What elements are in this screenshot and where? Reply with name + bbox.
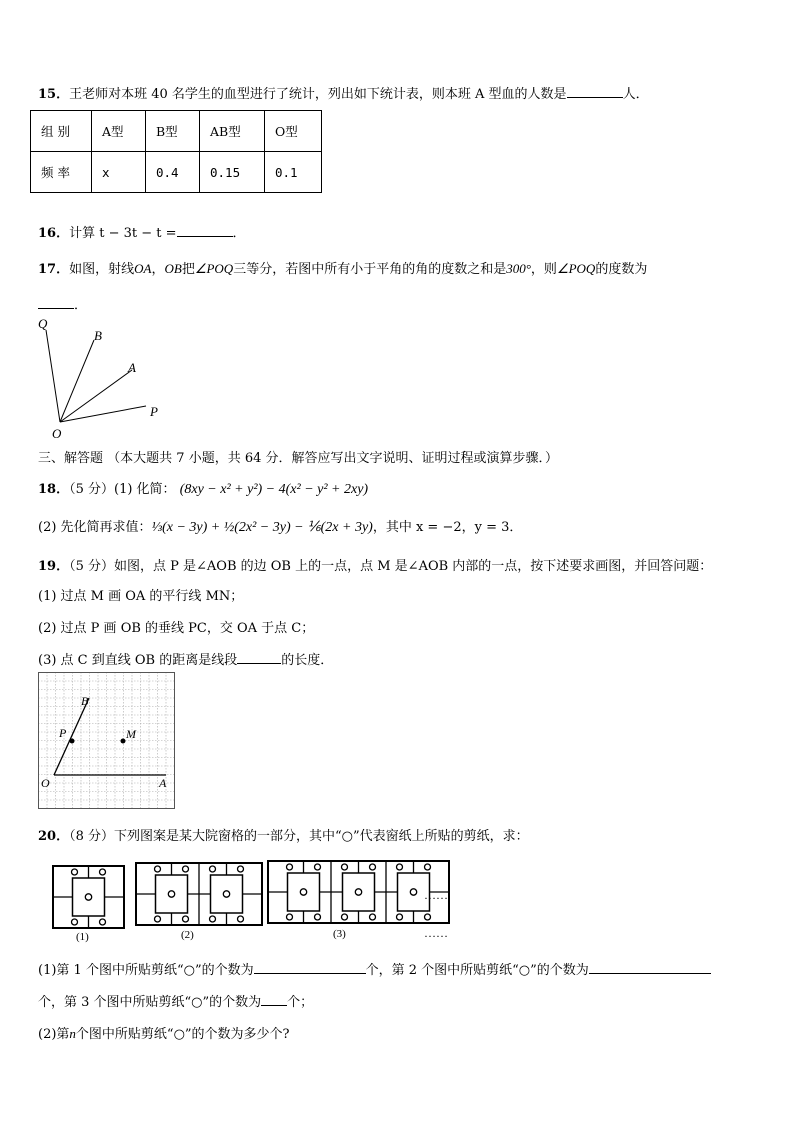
label-p: P — [59, 726, 67, 740]
paper-cut-circle — [370, 864, 376, 870]
section3-note: （本大题共 7 小题，共 64 分．解答应写出文字说明、证明过程或演算步骤．） — [107, 451, 558, 466]
paper-cut-circle — [238, 916, 244, 922]
q17-tail: ． — [74, 298, 88, 313]
q16-tail: ． — [232, 226, 246, 241]
ray-op — [60, 406, 146, 422]
q18-score: （5 分） — [69, 482, 114, 497]
label-a: A — [159, 776, 167, 790]
label-a: A — [128, 360, 136, 375]
paper-cut-circle — [370, 914, 376, 920]
window-center-square — [211, 875, 243, 913]
q19-item-3 — [38, 649, 333, 668]
paper-cut-circle — [72, 869, 78, 875]
paper-cut-circle — [183, 916, 189, 922]
label-q: Q — [38, 316, 48, 331]
table-cell: 0.4 — [146, 152, 200, 193]
q16-blank[interactable] — [177, 224, 233, 237]
q18-number: 18． — [38, 482, 70, 497]
q19-item3-tail: 的长度． — [281, 653, 334, 668]
label-b: B — [81, 694, 89, 708]
q20-p2-text: 个图中所贴剪纸“○”的个数为多少个? — [75, 1027, 290, 1042]
q19-text: 如图，点 P 是∠AOB 的边 OB 上的一点，点 M 是∠AOB 内部的一点，按下述要求画图，并回答问题： — [114, 559, 713, 574]
paper-cut-circle — [397, 914, 403, 920]
paper-cut-circle — [238, 866, 244, 872]
q20-number: 20． — [38, 829, 70, 844]
label-m: M — [126, 727, 136, 741]
table-cell: 0.15 — [200, 152, 265, 193]
caption-3: (3) — [333, 928, 346, 940]
grid-border — [39, 673, 175, 809]
paper-cut-circle — [72, 919, 78, 925]
paper-cut-circle — [397, 864, 403, 870]
q20-part1-line1 — [38, 959, 711, 978]
window-center-square — [156, 875, 188, 913]
q16-line — [38, 222, 246, 241]
q20-blank-2[interactable] — [589, 961, 711, 974]
ray-oq — [46, 330, 60, 422]
q20-p1-text: 个，第 2 个图中所贴剪纸“○”的个数为 — [365, 963, 589, 978]
q16-text: 计算 t − 3t − t = — [69, 226, 177, 241]
paper-cut-circle — [287, 864, 293, 870]
q18-p2-expr: ⅓(x − 3y) + ½(2x² − 3y) − ⅙(2x + 3y) — [151, 520, 373, 535]
paper-cut-circle — [155, 916, 161, 922]
table-cell: O型 — [265, 111, 322, 152]
paper-cut-circle — [183, 866, 189, 872]
q20-p1-text: 个； — [287, 995, 314, 1010]
blood-type-table — [30, 110, 322, 193]
paper-cut-circle — [342, 864, 348, 870]
label-o: O — [41, 776, 50, 790]
table-cell: 组 别 — [31, 111, 92, 152]
table-row — [31, 152, 322, 193]
q20-score: （8 分） — [69, 829, 114, 844]
section3-heading — [38, 447, 558, 466]
q19-score: （5 分） — [69, 559, 114, 574]
table-cell: B型 — [146, 111, 200, 152]
paper-cut-circle — [425, 914, 431, 920]
paper-cut-circle — [155, 866, 161, 872]
q18-line1 — [38, 478, 368, 498]
point-p — [70, 739, 75, 744]
paper-cut-circle — [315, 914, 321, 920]
q20-blank-1[interactable] — [254, 961, 366, 974]
q17-blank[interactable] — [38, 296, 74, 309]
paper-cut-circle — [100, 869, 106, 875]
q18-p2-cond: ，其中 x = −2，y = 3． — [372, 520, 523, 535]
paper-cut-circle — [210, 866, 216, 872]
ray-oa: OA — [134, 261, 152, 276]
q18-p1-label: (1) 化简： — [114, 482, 176, 497]
table-cell: x — [92, 152, 146, 193]
q17-text: ，则 — [530, 262, 557, 277]
q20-p2-text: (2)第 — [38, 1027, 70, 1042]
q20-text: 下列图案是某大院窗格的一部分，其中“○”代表窗纸上所贴的剪纸，求： — [114, 829, 529, 844]
q17-text: ， — [151, 262, 165, 277]
paper-cut-circle — [100, 919, 106, 925]
q17-figure — [30, 312, 170, 442]
caption-2: (2) — [181, 929, 194, 941]
q17-answer-line — [38, 294, 87, 313]
q17-text: 把 — [181, 262, 195, 277]
paper-cut-circle — [425, 864, 431, 870]
q20-p1-text: (1)第 1 个图中所贴剪纸“○”的个数为 — [38, 963, 254, 978]
label-o: O — [52, 426, 62, 441]
q20-p1-text: 个，第 3 个图中所贴剪纸“○”的个数为 — [38, 995, 262, 1010]
q15-text: 王老师对本班 40 名学生的血型进行了统计，列出如下统计表，则本班 A 型血的人数是 — [69, 87, 567, 102]
q17-text: 的度数为 — [595, 262, 648, 277]
ray-ob: OB — [164, 261, 182, 276]
label-p: P — [150, 404, 158, 419]
q20-part2-line — [38, 1023, 290, 1042]
q19-grid-figure — [38, 672, 176, 810]
window-center-square — [288, 873, 320, 911]
point-m — [121, 739, 126, 744]
q20-line — [38, 825, 529, 844]
q20-blank-3[interactable] — [261, 993, 287, 1006]
paper-cut-circle — [342, 914, 348, 920]
table-cell: 频 率 — [31, 152, 92, 193]
q15-line — [38, 83, 649, 102]
label-b: B — [94, 328, 102, 343]
continuation-dots: …… — [424, 888, 448, 902]
continuation-dots: …… — [424, 926, 448, 940]
table-row — [31, 111, 322, 152]
q17-text: 三等分，若图中所有小于平角的角的度数之和是 — [233, 262, 507, 277]
q17-line — [38, 258, 647, 277]
angle-poq: ∠POQ — [194, 261, 234, 276]
q19-item-2: (2) 过点 P 画 OB 的垂线 PC，交 OA 于点 C； — [38, 621, 315, 636]
q18-line2 — [38, 516, 522, 536]
q18-p2-label: (2) 先化简再求值： — [38, 520, 152, 535]
paper-cut-circle — [210, 916, 216, 922]
q19-item3-text: (3) 点 C 到直线 OB 的距离是线段 — [38, 653, 238, 668]
table-cell: AB型 — [200, 111, 265, 152]
q17-text: 如图，射线 — [69, 262, 135, 277]
q15-tail: 人． — [622, 87, 649, 102]
q16-number: 16． — [38, 226, 70, 241]
grid-lines — [38, 672, 175, 809]
q15-number: 15． — [38, 87, 70, 102]
angle-poq: ∠POQ — [556, 261, 596, 276]
table-cell: A型 — [92, 111, 146, 152]
q19-number: 19． — [38, 559, 70, 574]
q20-part1-line2 — [38, 991, 313, 1010]
table-cell: 0.1 — [265, 152, 322, 193]
paper-cut-circle — [315, 864, 321, 870]
q17-number: 17． — [38, 262, 70, 277]
degree-value: 300° — [506, 261, 531, 276]
window-center-square — [73, 878, 105, 916]
q18-p1-expr: (8xy − x² + y²) − 4(x² − y² + 2xy) — [179, 482, 369, 497]
q19-blank[interactable] — [237, 651, 281, 664]
q19-line — [38, 555, 712, 574]
caption-1: (1) — [76, 931, 89, 943]
paper-cut-circle — [287, 914, 293, 920]
window-patterns — [53, 861, 449, 928]
q19-item-1: (1) 过点 M 画 OA 的平行线 MN； — [38, 589, 244, 604]
window-pattern-figure — [50, 858, 460, 944]
q15-blank[interactable] — [567, 85, 623, 98]
window-center-square — [343, 873, 375, 911]
variable-n: n — [69, 1026, 76, 1041]
section3-title: 三、解答题 — [38, 451, 104, 466]
